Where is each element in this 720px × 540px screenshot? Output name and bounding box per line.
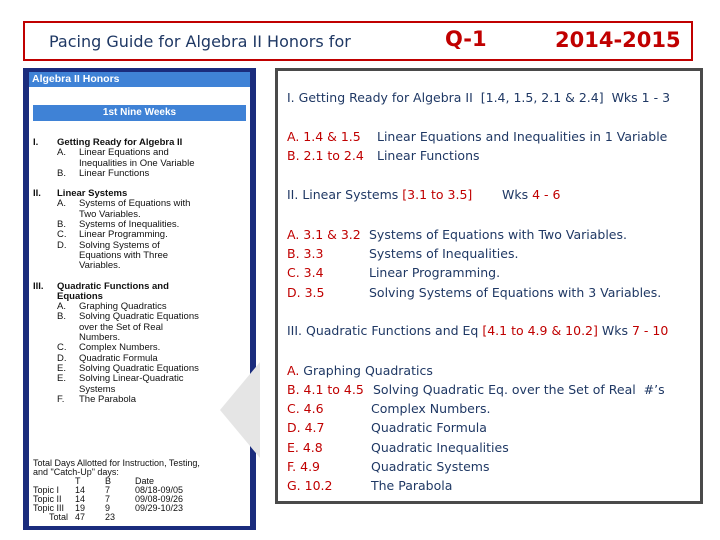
sidebar-subtopic: over the Set of Real [79, 321, 163, 333]
days-table [33, 477, 205, 522]
sidebar-subtopic: Systems [79, 383, 116, 395]
sidebar-subtopic: D. Solving Systems of [57, 239, 160, 251]
sidebar-title: Algebra II Honors [29, 72, 250, 87]
days-row-total: Total 47 23 [49, 512, 116, 522]
section-3-item: B. 4.1 to 4.5 Solving Quadratic Eq. over the Set of Real #’s [287, 382, 665, 397]
sidebar-topic-list [33, 138, 199, 405]
section-1-heading: I. Getting Ready for Algebra II [1.4, 1.5, 2.1 & 2.4] Wks 1 - 3 [287, 90, 671, 105]
section-2-item: B. 3.3 Systems of Inequalities. [287, 246, 519, 261]
sidebar-subtopic: B. Solving Quadratic Equations [57, 311, 199, 323]
section-3-item: G. 10.2 The Parabola [287, 478, 453, 493]
section-2-heading: II. Linear Systems [3.1 to 3.5] Wks 4 - 6 [287, 187, 561, 202]
sidebar-subtopic: C. Linear Programming. [57, 229, 168, 241]
pacing-detail-box [275, 68, 703, 504]
section-3-item: E. 4.8 Quadratic Inequalities [287, 440, 509, 455]
sidebar-panel [23, 68, 256, 530]
section-1-item: A. 1.4 & 1.5 Linear Equations and Inequalities in 1 Variable [287, 129, 668, 144]
section-3-heading: III. Quadratic Functions and Eq [4.1 to 4.9 & 10.2] Wks 7 - 10 [287, 323, 669, 338]
sidebar-subtopic: E. Solving Quadratic Equations [57, 362, 199, 374]
sidebar-subtopic: D. Quadratic Formula [57, 352, 158, 364]
school-year: 2014-2015 [555, 28, 681, 52]
days-heading-2: and "Catch-Up" days: [33, 467, 119, 477]
days-row: Topic III 19 9 09/29-10/23 [33, 503, 184, 513]
section-3-item: A. Graphing Quadratics [287, 363, 433, 378]
quarter-label: Q-1 [445, 27, 487, 51]
sidebar-subtopic: E. Solving Linear-Quadratic [57, 373, 184, 385]
sidebar-subtopic: F. The Parabola [57, 393, 137, 405]
section-3-item: C. 4.6 Complex Numbers. [287, 401, 491, 416]
days-col-b: B [105, 476, 112, 486]
nine-weeks-banner: 1st Nine Weeks [33, 105, 246, 121]
section-2-item: C. 3.4 Linear Programming. [287, 265, 501, 280]
sidebar-subtopic: Numbers. [79, 332, 121, 344]
section-1-item: B. 2.1 to 2.4 Linear Functions [287, 148, 480, 163]
days-col-date: Date [135, 476, 155, 486]
sidebar-topic-title: II. Linear Systems [33, 188, 128, 200]
sidebar-subtopic: B. Systems of Inequalities. [57, 219, 180, 231]
sidebar-subtopic: A. Linear Equations and [57, 147, 169, 159]
days-allotted [33, 459, 247, 522]
section-2-item: A. 3.1 & 3.2 Systems of Equations with Two Variables. [287, 227, 627, 242]
pointer-arrow-shape [220, 362, 260, 458]
sidebar-subtopic: Inequalities in One Variable [79, 157, 195, 169]
header-box [23, 21, 693, 61]
section-2-item: D. 3.5 Solving Systems of Equations with 3 Variables. [287, 285, 662, 300]
sidebar-topic-title: Equations [57, 290, 103, 302]
days-col-t: T [75, 476, 81, 486]
page-title: Pacing Guide for Algebra II Honors for [49, 32, 351, 51]
sidebar-subtopic: Two Variables. [79, 208, 141, 220]
section-3-item: D. 4.7 Quadratic Formula [287, 420, 487, 435]
section-3-item: F. 4.9 Quadratic Systems [287, 459, 490, 474]
sidebar-subtopic: Variables. [79, 260, 121, 272]
days-heading-1: Total Days Allotted for Instruction, Testing, [33, 458, 200, 468]
days-row: Topic I 14 7 08/18-09/05 [33, 485, 184, 495]
sidebar-content [29, 72, 250, 526]
sidebar-topic-title: I. Getting Ready for Algebra II [33, 137, 183, 148]
sidebar-subtopic: C. Complex Numbers. [57, 342, 161, 354]
days-row: Topic II 14 7 09/08-09/26 [33, 494, 184, 504]
sidebar-subtopic: Equations with Three [79, 249, 169, 261]
sidebar-subtopic: A. Systems of Equations with [57, 198, 191, 210]
sidebar-subtopic: B. Linear Functions [57, 167, 150, 179]
sidebar-topic-title: III. Quadratic Functions and [33, 280, 169, 292]
sidebar-subtopic: A. Graphing Quadratics [57, 301, 167, 313]
